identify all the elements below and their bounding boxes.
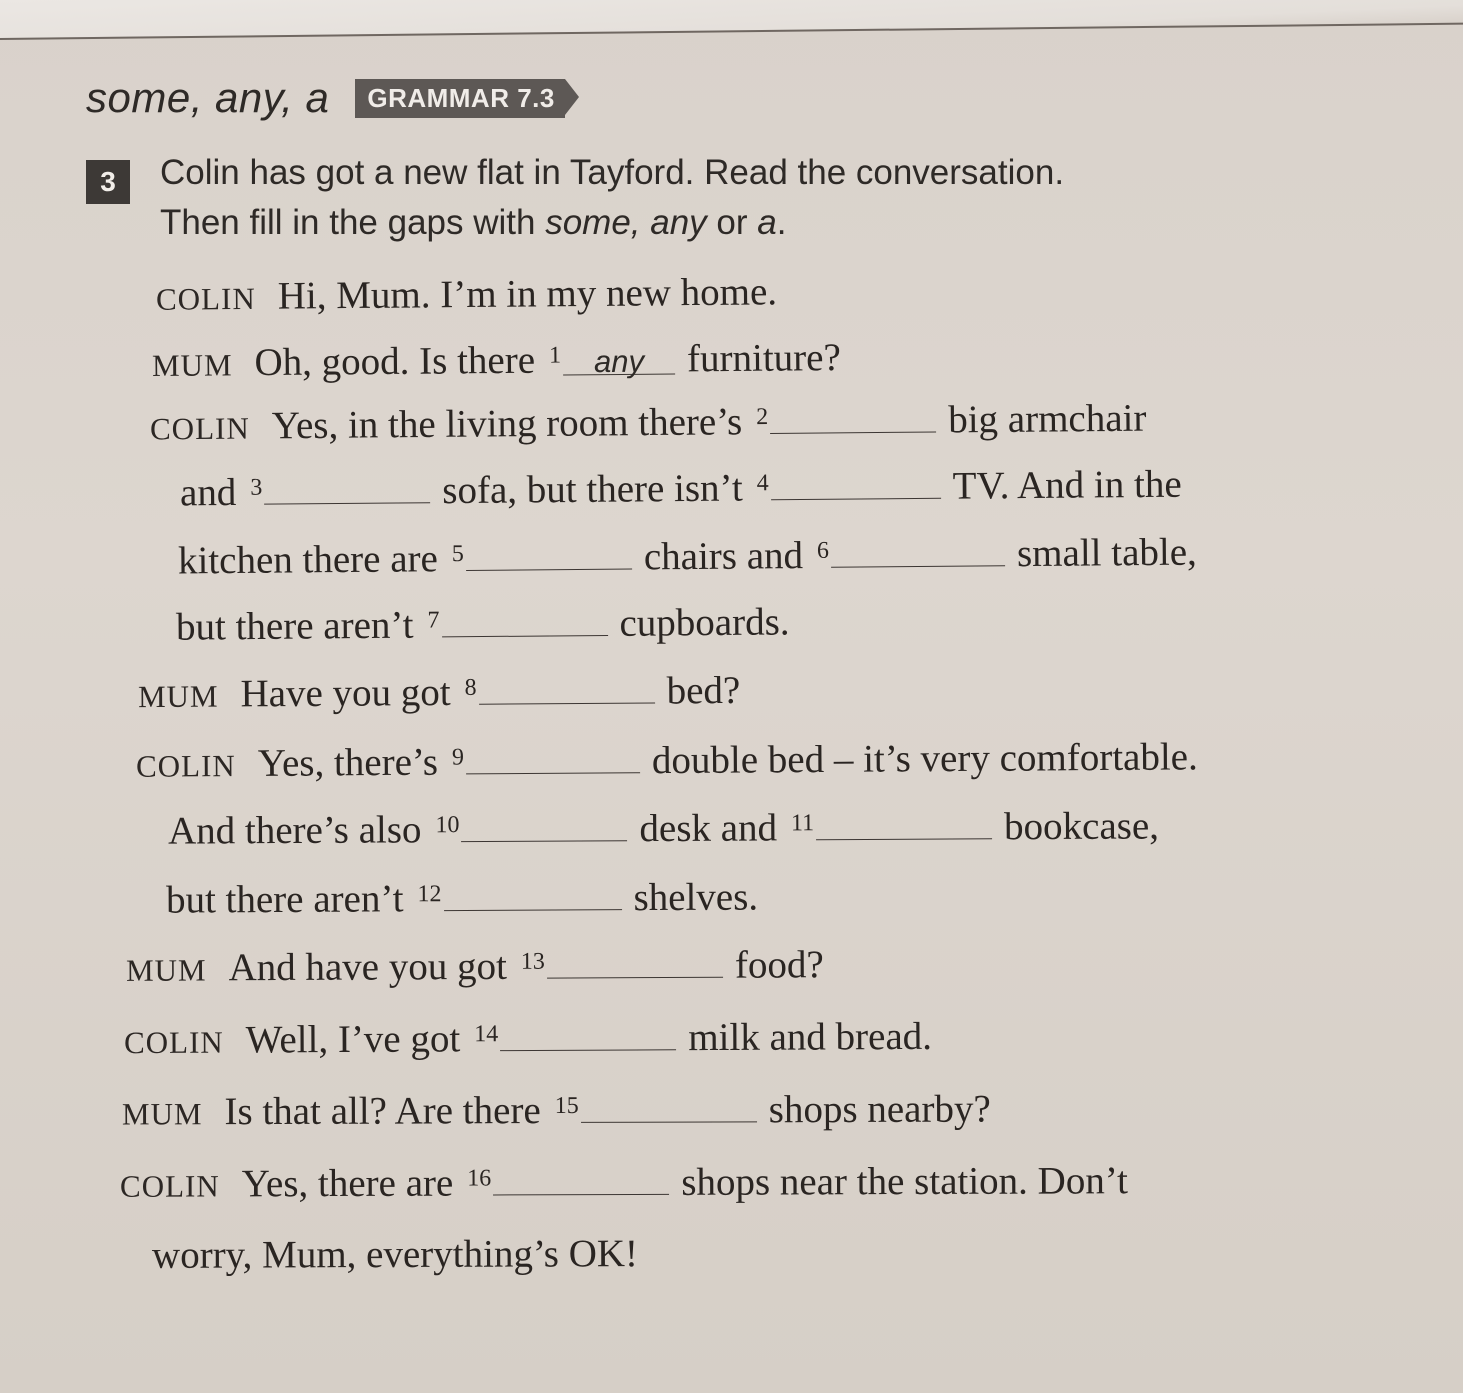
- dialogue-line: [178, 530, 1205, 584]
- gap-number: 2: [756, 403, 769, 431]
- line-text: And have you got: [228, 944, 508, 990]
- gap-number: 11: [790, 810, 815, 837]
- line-text: Yes, there are: [241, 1161, 454, 1206]
- answer-gap[interactable]: [770, 402, 936, 434]
- gap-number: 10: [435, 812, 460, 839]
- line-text: bookcase,: [1004, 804, 1160, 849]
- dialogue-line: [122, 1086, 999, 1134]
- line-text: furniture?: [686, 336, 841, 381]
- line-text: Have you got: [240, 670, 451, 716]
- speaker-label: COLIN: [155, 280, 256, 317]
- dialogue-line: [124, 1014, 940, 1063]
- answer-gap[interactable]: [581, 1091, 757, 1123]
- speaker-label: MUM: [121, 1096, 203, 1132]
- answer-gap[interactable]: [816, 808, 992, 840]
- line-text: double bed – it’s very comfortable.: [651, 735, 1198, 783]
- line-text: shelves.: [633, 875, 759, 920]
- dialogue-line: [166, 874, 766, 922]
- answer-gap[interactable]: [441, 605, 607, 637]
- line-text: shops near the station. Don’t: [681, 1159, 1128, 1204]
- instruction-text: Then fill in the gaps with: [160, 203, 546, 242]
- dialogue-line: [150, 396, 1155, 450]
- gap-number: 7: [427, 607, 440, 634]
- line-text: desk and: [639, 806, 778, 851]
- line-text: but there aren’t: [165, 877, 404, 922]
- gap-number: 15: [554, 1092, 579, 1120]
- exercise-instructions: [160, 148, 1240, 248]
- line-text: Yes, there’s: [257, 740, 439, 785]
- speaker-label: MUM: [125, 952, 207, 988]
- speaker-label: COLIN: [119, 1168, 220, 1204]
- dialogue-line: [168, 803, 1167, 853]
- exercise-number-badge: 3: [86, 160, 130, 204]
- gap-number: 9: [451, 744, 465, 771]
- line-text: and: [179, 470, 237, 515]
- answer-gap[interactable]: [479, 673, 655, 705]
- line-text: Oh, good. Is there: [254, 338, 536, 385]
- instruction-text: .: [776, 203, 787, 242]
- answer-gap[interactable]: [466, 742, 640, 774]
- gap-number: 6: [816, 537, 830, 564]
- section-header: [86, 74, 565, 122]
- gap-number: 14: [474, 1021, 499, 1048]
- line-text: TV. And in the: [952, 462, 1182, 508]
- line-text: Is that all? Are there: [224, 1089, 541, 1134]
- answer-gap[interactable]: [443, 879, 621, 911]
- page-edge: [0, 0, 1463, 40]
- answer-gap[interactable]: [461, 810, 627, 842]
- line-text: Hi, Mum. I’m in my new home.: [277, 270, 778, 318]
- line-text: worry, Mum, everything’s OK!: [151, 1232, 639, 1277]
- section-title: some, any, a: [86, 74, 330, 121]
- speaker-label: MUM: [137, 678, 219, 715]
- instruction-italic: some, any: [545, 203, 707, 242]
- line-text: food?: [734, 943, 824, 987]
- line-text: chairs and: [643, 534, 804, 579]
- gap-number: 12: [417, 881, 442, 908]
- gap-number: 5: [451, 540, 464, 568]
- line-text: kitchen there are: [177, 537, 439, 583]
- line-text: bed?: [666, 668, 741, 713]
- gap-number: 8: [464, 674, 477, 701]
- line-text: cupboards.: [619, 600, 790, 645]
- line-text: big armchair: [948, 396, 1147, 442]
- instruction-italic: a: [757, 203, 777, 242]
- dialogue-line: [138, 668, 749, 717]
- line-text: Yes, in the living room there’s: [271, 400, 743, 448]
- gap-number: 4: [756, 470, 769, 497]
- dialogue-line: [180, 462, 1190, 516]
- answer-gap[interactable]: [771, 468, 941, 500]
- answer-gap[interactable]: any: [563, 343, 675, 375]
- gap-number: 16: [467, 1165, 492, 1192]
- line-text: shops nearby?: [768, 1087, 991, 1132]
- gap-number: 3: [250, 474, 263, 501]
- dialogue-line: [152, 1231, 646, 1278]
- speaker-label: MUM: [151, 347, 233, 384]
- dialogue-line: [152, 335, 849, 386]
- line-text: sofa, but there isn’t: [442, 466, 743, 513]
- line-text: And there’s also: [167, 808, 422, 853]
- line-text: milk and bread.: [688, 1014, 933, 1060]
- dialogue-line: [120, 1158, 1136, 1207]
- instruction-line-1: Colin has got a new flat in Tayford. Read the conversation.: [160, 153, 1065, 192]
- answer-gap[interactable]: [547, 947, 723, 979]
- answer-gap[interactable]: [466, 539, 632, 571]
- line-text: small table,: [1016, 530, 1197, 576]
- speaker-label: COLIN: [123, 1024, 224, 1061]
- answer-gap[interactable]: [831, 535, 1005, 568]
- grammar-reference-tag: GRAMMAR 7.3: [355, 79, 565, 118]
- gap-number: 13: [520, 948, 545, 975]
- answer-gap[interactable]: [500, 1019, 676, 1051]
- dialogue-line: [126, 942, 832, 991]
- answer-gap[interactable]: [493, 1164, 669, 1196]
- line-text: but there aren’t: [175, 603, 414, 649]
- dialogue-line: [136, 734, 1206, 786]
- dialogue-line: [156, 269, 785, 319]
- gap-number: 1: [548, 342, 562, 369]
- instruction-line-2: [160, 198, 1240, 248]
- dialogue-line: [176, 599, 798, 649]
- speaker-label: COLIN: [135, 748, 236, 784]
- speaker-label: COLIN: [149, 410, 250, 447]
- instruction-text: or: [706, 203, 758, 242]
- line-text: Well, I’ve got: [245, 1017, 461, 1062]
- answer-gap[interactable]: [264, 472, 430, 504]
